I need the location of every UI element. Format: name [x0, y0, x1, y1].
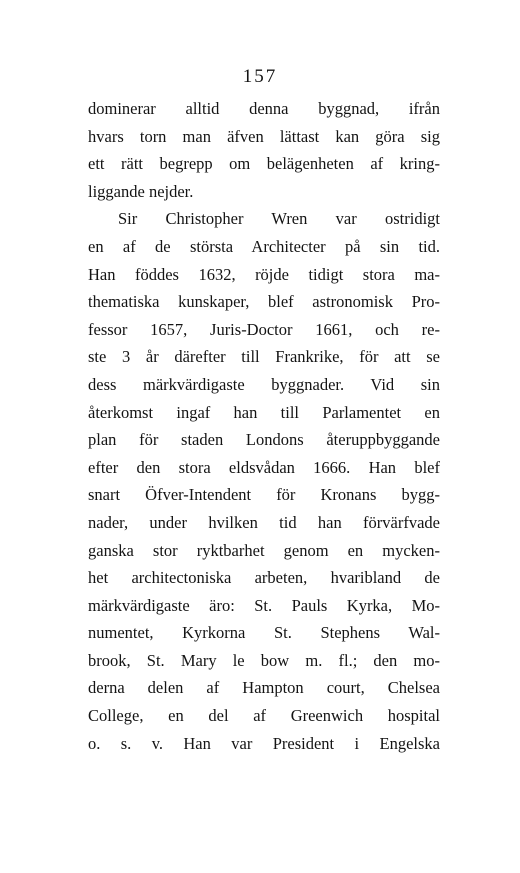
text-line: efter den stora eldsvådan 1666. Han blef: [88, 457, 440, 477]
text-line: nader, under hvilken tid han förvärfvade: [88, 512, 440, 532]
text-line: derna delen af Hampton court, Chelsea: [88, 678, 440, 698]
text-line: fessor 1657, Juris-Doctor 1661, och re-: [88, 319, 440, 339]
text-line: snart Öfver-Intendent för Kronans bygg-: [88, 485, 440, 505]
text-line: märkvärdigaste äro: St. Pauls Kyrka, Mo-: [88, 595, 440, 615]
text-line: numentet, Kyrkorna St. Stephens Wal-: [88, 623, 440, 643]
text-line: College, en del af Greenwich hospital: [88, 706, 440, 726]
text-line: brook, St. Mary le bow m. fl.; den mo-: [88, 650, 440, 670]
page-number: 157: [242, 66, 278, 87]
text-line: thematiska kunskaper, blef astronomisk Pro-: [88, 292, 440, 312]
text-line: återkomst ingaf han till Parlamentet en: [88, 402, 440, 422]
paragraph-start-line: Sir Christopher Wren var ostridigt: [118, 209, 440, 229]
text-line: dess märkvärdigaste byggnader. Vid sin: [88, 374, 440, 394]
text-line: ett rätt begrepp om belägenheten af kring-: [88, 154, 440, 174]
text-line: dominerar alltid denna byggnad, ifrån: [88, 99, 440, 118]
text-line: Han föddes 1632, röjde tidigt stora ma-: [88, 264, 440, 284]
text-line: ste 3 år därefter till Frankrike, för att se: [88, 347, 440, 367]
paragraph-end-line: liggande nejder.: [88, 181, 194, 201]
text-line: het architectoniska arbeten, hvaribland de: [88, 568, 440, 588]
text-line: hvars torn man äfven lättast kan göra sig: [88, 126, 440, 146]
body-text: [88, 95, 440, 757]
text-line: plan för staden Londons återuppbyggande: [88, 430, 440, 450]
text-line: o. s. v. Han var President i Engelska: [88, 733, 440, 753]
text-line: en af de största Architecter på sin tid.: [88, 236, 440, 256]
text-line: ganska stor ryktbarhet genom en mycken-: [88, 540, 440, 560]
